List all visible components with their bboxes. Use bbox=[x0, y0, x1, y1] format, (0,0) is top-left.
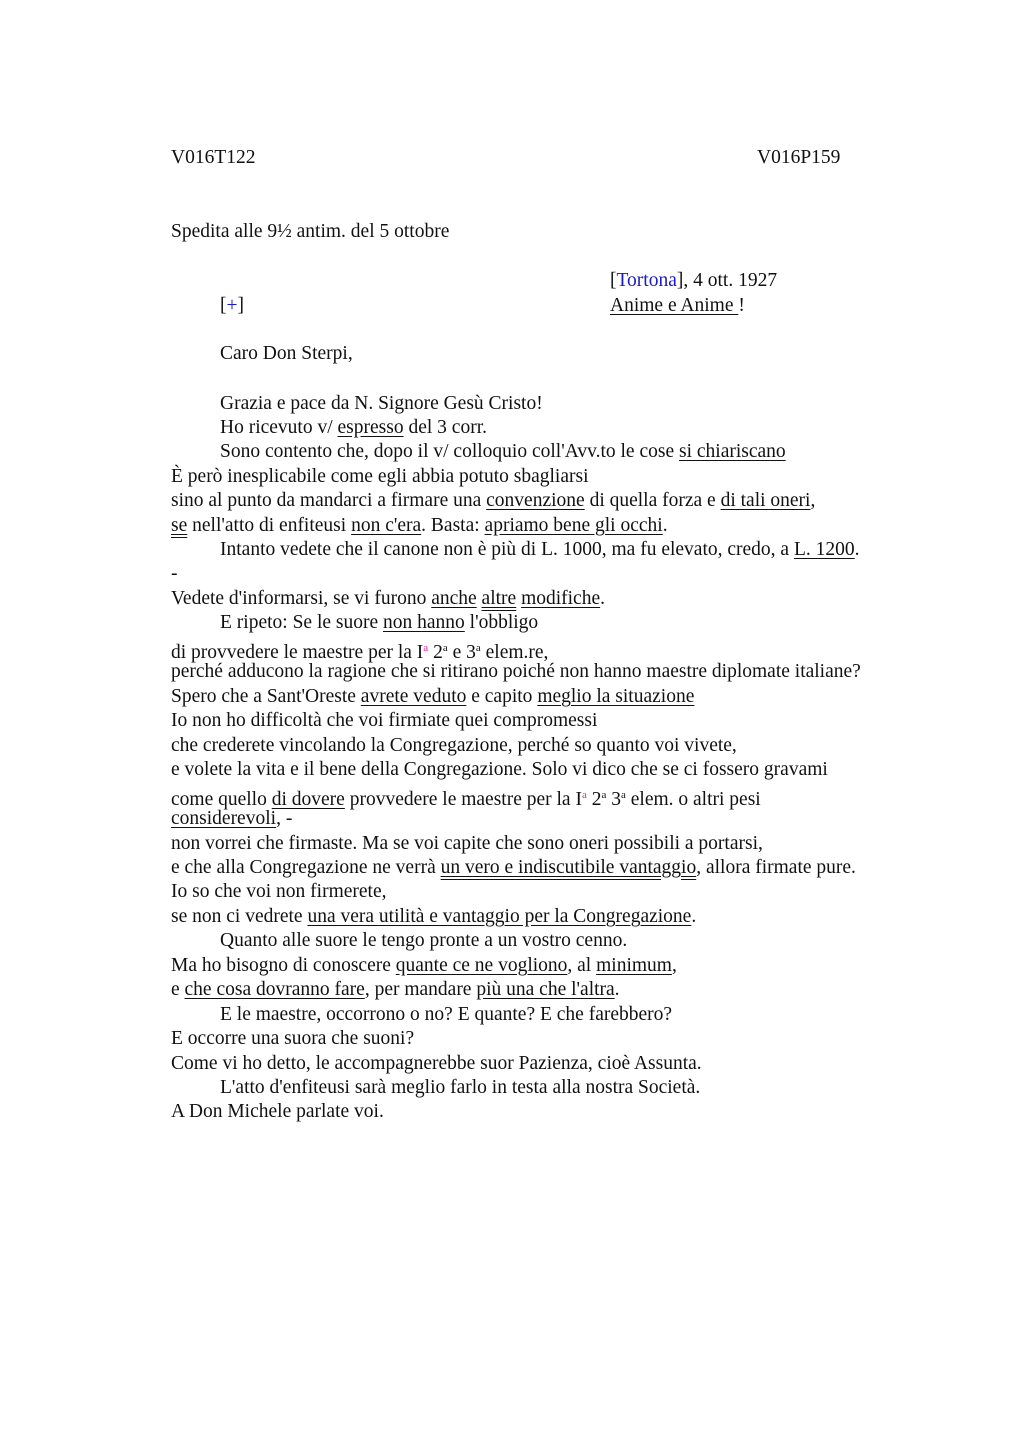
letter-line: se nell'atto di enfiteusi non c'era. Basta: apriamo bene gli occhi. bbox=[171, 515, 668, 536]
place-link[interactable]: Tortona bbox=[616, 270, 677, 291]
letter-line: Io non ho difficoltà che voi firmiate quei compromessi bbox=[171, 710, 598, 731]
cross-link[interactable]: + bbox=[226, 295, 238, 316]
letter-line: Quanto alle suore le tengo pronte a un vostro cenno. bbox=[220, 930, 628, 951]
letter-line: Come vi ho detto, le accompagnerebbe suor Pazienza, cioè Assunta. bbox=[171, 1053, 702, 1074]
motto: Anime e Anime ! bbox=[610, 295, 745, 316]
place-date: [Tortona], 4 ott. 1927 bbox=[610, 270, 778, 291]
letter-line: Vedete d'informarsi, se vi furono anche altre modifiche. bbox=[171, 588, 605, 609]
letter-line: perché adducono la ragione che si ritirano poiché non hanno maestre diplomate italiane? bbox=[171, 661, 861, 682]
letter-line: Intanto vedete che il canone non è più di L. 1000, ma fu elevato, credo, a L. 1200. bbox=[220, 539, 860, 560]
letter-line: e volete la vita e il bene della Congregazione. Solo vi dico che se ci fossero gravami bbox=[171, 759, 828, 780]
letter-line: Ma ho bisogno di conoscere quante ce ne vogliono, al minimum, bbox=[171, 955, 677, 976]
letter-line: sino al punto da mandarci a firmare una convenzione di quella forza e di tali oneri, bbox=[171, 490, 816, 511]
letter-line: Io so che voi non firmerete, bbox=[171, 881, 387, 902]
letter-line: L'atto d'enfiteusi sarà meglio farlo in testa alla nostra Società. bbox=[220, 1077, 701, 1098]
letter-line: se non ci vedrete una vera utilità e vantaggio per la Congregazione. bbox=[171, 906, 697, 927]
salutation: Caro Don Sterpi, bbox=[220, 343, 353, 364]
letter-line: È però inesplicabile come egli abbia potuto sbagliarsi bbox=[171, 466, 589, 487]
letter-line: - bbox=[171, 563, 178, 584]
letter-line: E le maestre, occorrono o no? E quante? E che farebbero? bbox=[220, 1004, 673, 1025]
letter-line: Ho ricevuto v/ espresso del 3 corr. bbox=[220, 417, 487, 438]
letter-line: A Don Michele parlate voi. bbox=[171, 1101, 384, 1122]
letter-line: che crederete vincolando la Congregazione, perché so quanto voi vivete, bbox=[171, 735, 737, 756]
letter-line: e che alla Congregazione ne verrà un vero e indiscutibile vantaggio, allora firmate pure. bbox=[171, 857, 856, 878]
letter-line: Spero che a Sant'Oreste avrete veduto e capito meglio la situazione bbox=[171, 686, 695, 707]
cross-mark: [+] bbox=[220, 295, 244, 316]
letter-line: di provvedere le maestre per la $I^a$ 2$^a$ e 3$^a$ elem.re, bbox=[171, 642, 549, 663]
document-code-left: V016T122 bbox=[171, 147, 256, 168]
letter-line: E ripeto: Se le suore non hanno l'obbligo bbox=[220, 612, 539, 633]
letter-line: non vorrei che firmaste. Ma se voi capite che sono oneri possibili a portarsi, bbox=[171, 833, 763, 854]
letter-line: Grazia e pace da N. Signore Gesù Cristo! bbox=[220, 393, 543, 414]
letter-line: considerevoli, - bbox=[171, 808, 293, 829]
letter-line: E occorre una suora che suoni? bbox=[171, 1028, 415, 1049]
document-code-right: V016P159 bbox=[757, 147, 841, 168]
letter-line: come quello di dovere provvedere le maestre per la $I^a$ 2$^a$ 3$^a$ elem. o altri pesi bbox=[171, 789, 761, 810]
letter-line: e che cosa dovranno fare, per mandare più una che l'altra. bbox=[171, 979, 620, 1000]
sent-note: Spedita alle 9½ antim. del 5 ottobre bbox=[171, 221, 450, 242]
letter-line: Sono contento che, dopo il v/ colloquio coll'Avv.to le cose si chiariscano bbox=[220, 441, 786, 462]
